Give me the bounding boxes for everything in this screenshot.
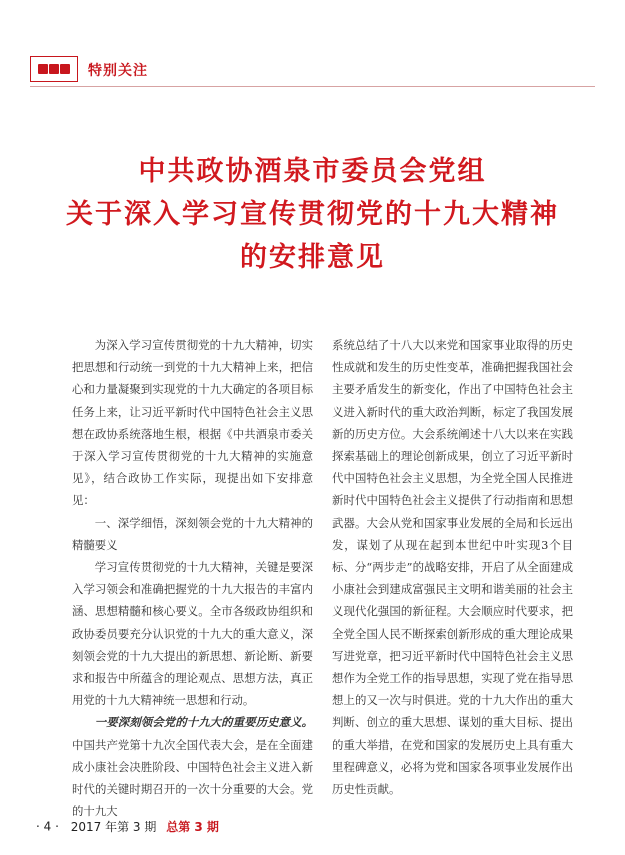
body-paragraph-3-text: 中国共产党第十九次全国代表大会，是在全面建成小康社会决胜阶段、中国特色社会主义进入新时代的关键时期召开的一次十分重要的大会。党的十九大 xyxy=(72,737,313,819)
right-column xyxy=(332,334,573,800)
page-number: · 4 · xyxy=(36,819,59,834)
issue-text: 2017 年第 3 期 xyxy=(70,820,157,834)
section-heading-1: 一、深学细悟，深刻领会党的十九大精神的精髓要义 xyxy=(72,515,313,552)
section-tag: 特别关注 xyxy=(88,63,148,79)
emphasis-point-1: 一要深刻领会党的十九大的重要历史意义。 xyxy=(94,715,313,730)
body-paragraph-continued: 系统总结了十八大以来党和国家事业取得的历史性成就和发生的历史性变革，准确把握我国社会主要矛盾发生的新变化，作出了中国特色社会主义进入新时代的重大政治判断，标定了我国发展新的历史方位。大会系统阐述十八大以来在实践探索基础上的理论创新成果，创立了习近平新时代中国特色社会主义思想，为全党全国人民推进新时代中国特色社会主义提供了行动指南和思想武器。大会从党和国家事业发展的全局和长远出发，谋划了从现在起到本世纪中叶实现3个目标、分“两步走”的战略安排，开启了从全面建成小康社会到建成富强民主文明和谐美丽的社会主义现代化强国的新征程。大会顺应时代要求，把全党全国人民不断探索创新形成的重大理论成果写进党章，把习近平新时代中国特色社会主义思想作为全党工作的指导思想，实现了党在指导思想上的又一次与时俱进。党的十九大作出的重大判断、创立的重大思想、谋划的重大目标、提出的重大举措，在党和国家的发展历史上具有重大里程碑意义，必将为党和国家各项事业发展作出历史性贡献。 xyxy=(332,338,573,797)
page-footer xyxy=(36,818,219,836)
issue-label: 总第 3 期 xyxy=(166,820,219,834)
left-column xyxy=(72,334,313,822)
intro-paragraph: 为深入学习宣传贯彻党的十九大精神，切实把思想和行动统一到党的十九大精神上来，把信心和力量凝聚到实现党的十九大确定的各项目标任务上来，让习近平新时代中国特色社会主义思想在政协系统落地生根，根据《中共酒泉市委关于深入学习宣传贯彻党的十九大精神的实施意见》，结合政协工作实际，现提出如下安排意见： xyxy=(72,338,313,508)
article-title xyxy=(30,150,595,279)
title-line-2: 关于深入学习宣传贯彻党的十九大精神 xyxy=(66,199,559,230)
article-body xyxy=(72,334,578,819)
body-paragraph-3 xyxy=(72,711,313,822)
body-paragraph-2: 学习宣传贯彻党的十九大精神，关键是要深入学习领会和准确把握党的十九大报告的丰富内涵、思想精髓和核心要义。全市各级政协组织和政协委员要充分认识党的十九大的重大意义，深刻领会党的十九大提出的新思想、新论断、新要求和报告中所蕴含的理论观点、思想方法，真正用党的十九大精神统一思想和行动。 xyxy=(72,560,313,708)
journal-logo-icon xyxy=(30,56,78,82)
header-divider xyxy=(30,86,595,87)
title-line-3: 的安排意见 xyxy=(240,242,385,273)
title-line-1: 中共政协酒泉市委员会党组 xyxy=(138,156,487,187)
page-header xyxy=(30,56,595,86)
